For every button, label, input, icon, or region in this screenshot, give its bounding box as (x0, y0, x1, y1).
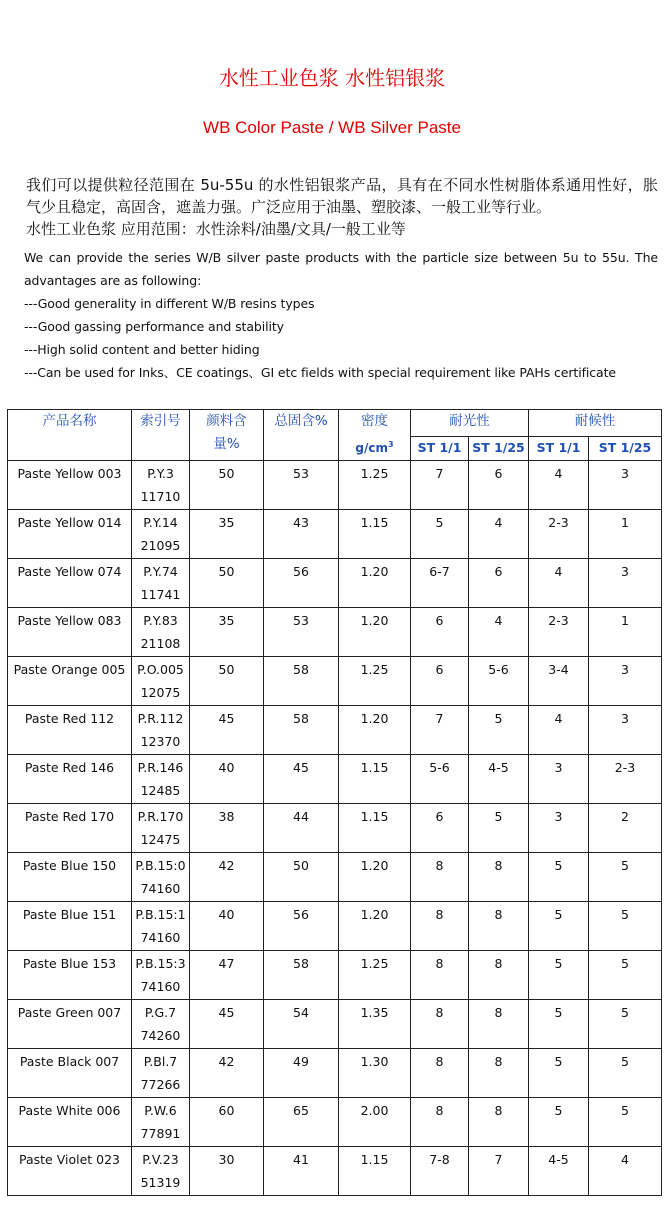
cell-total-solid: 56 (264, 902, 339, 951)
cell-weather-st-1-1: 2-3 (529, 608, 589, 657)
cell-product-name: Paste Blue 151 (8, 902, 132, 951)
cell-weather-st-1-25: 3 (589, 706, 662, 755)
cell-pigment-content: 42 (190, 853, 264, 902)
cell-weather-st-1-25: 1 (589, 608, 662, 657)
cell-index-number (132, 951, 190, 1000)
advantage-item: ---High solid content and better hiding (24, 342, 260, 357)
cell-pigment-content: 45 (190, 706, 264, 755)
cell-weather-st-1-25: 2-3 (589, 755, 662, 804)
cell-total-solid: 58 (264, 657, 339, 706)
cell-total-solid: 43 (264, 510, 339, 559)
cell-lightfast-st-1-1: 8 (411, 1049, 469, 1098)
cell-pigment-content: 47 (190, 951, 264, 1000)
table-row (8, 510, 662, 559)
cell-total-solid: 56 (264, 559, 339, 608)
table-row (8, 1000, 662, 1049)
cell-product-name: Paste Yellow 003 (8, 461, 132, 510)
cell-density: 1.20 (339, 608, 411, 657)
cell-weather-st-1-1: 3-4 (529, 657, 589, 706)
cell-product-name: Paste Violet 023 (8, 1147, 132, 1196)
advantage-item: ---Can be used for Inks、CE coatings、GI etc fields with special requirement like PAHs certificate (24, 365, 616, 380)
cell-index-number (132, 706, 190, 755)
header-lightfastness: 耐光性 (411, 410, 529, 437)
cell-index-pigment-code: P.B.15:1 (135, 907, 186, 922)
cell-index-ci-number: 11741 (140, 587, 181, 602)
cell-weather-st-1-25: 3 (589, 657, 662, 706)
cell-total-solid: 65 (264, 1098, 339, 1147)
cell-index-number (132, 755, 190, 804)
cell-density: 1.20 (339, 559, 411, 608)
cell-lightfast-st-1-25: 8 (469, 1000, 529, 1049)
cell-index-number (132, 510, 190, 559)
cell-total-solid: 50 (264, 853, 339, 902)
cell-lightfast-st-1-1: 8 (411, 853, 469, 902)
cell-lightfast-st-1-25: 4 (469, 608, 529, 657)
cell-density: 1.30 (339, 1049, 411, 1098)
cell-total-solid: 58 (264, 951, 339, 1000)
table-row (8, 706, 662, 755)
cell-weather-st-1-1: 4 (529, 461, 589, 510)
cell-lightfast-st-1-1: 5-6 (411, 755, 469, 804)
header-density-unit: $g/cm^3$ (355, 440, 394, 455)
cell-weather-st-1-25: 3 (589, 461, 662, 510)
cell-lightfast-st-1-1: 6 (411, 657, 469, 706)
header-product-name: 产品名称 (8, 410, 132, 461)
cell-pigment-content: 50 (190, 461, 264, 510)
cell-weather-st-1-1: 4-5 (529, 1147, 589, 1196)
cell-index-number (132, 461, 190, 510)
cell-density: 1.20 (339, 902, 411, 951)
cell-index-ci-number: 77266 (140, 1077, 181, 1092)
cell-pigment-content: 38 (190, 804, 264, 853)
cell-pigment-content: 50 (190, 657, 264, 706)
cell-product-name: Paste White 006 (8, 1098, 132, 1147)
cell-density: 1.15 (339, 755, 411, 804)
cell-pigment-content: 60 (190, 1098, 264, 1147)
cell-index-pigment-code: P.W.6 (144, 1103, 177, 1118)
cell-index-number (132, 1049, 190, 1098)
cell-index-pigment-code: P.V.23 (142, 1152, 179, 1167)
cell-lightfast-st-1-25: 8 (469, 1049, 529, 1098)
cell-weather-st-1-25: 5 (589, 951, 662, 1000)
cell-product-name: Paste Red 146 (8, 755, 132, 804)
table-body (8, 461, 662, 1196)
cell-density: 1.20 (339, 706, 411, 755)
cell-index-ci-number: 12370 (140, 734, 181, 749)
cell-index-number (132, 1000, 190, 1049)
product-spec-table (7, 409, 662, 1196)
table-row (8, 1098, 662, 1147)
cell-lightfast-st-1-25: 5-6 (469, 657, 529, 706)
cell-weather-st-1-1: 4 (529, 706, 589, 755)
cell-index-ci-number: 11710 (140, 489, 181, 504)
cell-product-name: Paste Blue 150 (8, 853, 132, 902)
cell-product-name: Paste Yellow 083 (8, 608, 132, 657)
cell-lightfast-st-1-25: 4 (469, 510, 529, 559)
cell-index-pigment-code: P.B.15:0 (135, 858, 186, 873)
cell-index-number (132, 804, 190, 853)
cell-lightfast-st-1-25: 8 (469, 902, 529, 951)
page-title-english: WB Color Paste / WB Silver Paste (203, 118, 461, 137)
cell-lightfast-st-1-25: 5 (469, 804, 529, 853)
table-row (8, 461, 662, 510)
intro-english (24, 246, 658, 384)
cell-index-ci-number: 74260 (140, 1028, 181, 1043)
cell-lightfast-st-1-1: 5 (411, 510, 469, 559)
cell-weather-st-1-1: 5 (529, 1049, 589, 1098)
advantage-item: ---Good gassing performance and stability (24, 319, 284, 334)
cell-index-pigment-code: P.R.112 (137, 711, 184, 726)
cell-weather-st-1-25: 2 (589, 804, 662, 853)
cell-weather-st-1-1: 5 (529, 951, 589, 1000)
intro-chinese-application: 水性工业色浆 应用范围：水性涂料/油墨/文具/一般工业等 (26, 220, 406, 238)
header-total-solid: 总固含% (264, 410, 339, 461)
cell-density: 1.25 (339, 657, 411, 706)
cell-lightfast-st-1-25: 8 (469, 951, 529, 1000)
cell-product-name: Paste Yellow 014 (8, 510, 132, 559)
cell-weather-st-1-25: 5 (589, 1049, 662, 1098)
cell-density: 1.25 (339, 461, 411, 510)
table-row (8, 853, 662, 902)
cell-density: 1.35 (339, 1000, 411, 1049)
cell-index-ci-number: 12485 (140, 783, 181, 798)
cell-index-pigment-code: P.Y.14 (143, 515, 178, 530)
cell-pigment-content: 35 (190, 510, 264, 559)
cell-lightfast-st-1-1: 8 (411, 1000, 469, 1049)
cell-weather-st-1-1: 5 (529, 1000, 589, 1049)
cell-weather-st-1-1: 5 (529, 853, 589, 902)
header-lightfast-st-1-1: ST 1/1 (411, 436, 469, 460)
table-row (8, 755, 662, 804)
header-weather-resistance: 耐候性 (529, 410, 662, 437)
cell-index-ci-number: 12475 (140, 832, 181, 847)
cell-lightfast-st-1-1: 7 (411, 461, 469, 510)
cell-pigment-content: 40 (190, 755, 264, 804)
cell-index-ci-number: 51319 (140, 1175, 181, 1190)
cell-weather-st-1-25: 5 (589, 1098, 662, 1147)
cell-index-number (132, 608, 190, 657)
cell-lightfast-st-1-1: 8 (411, 951, 469, 1000)
header-density-label: 密度 (361, 413, 388, 429)
cell-weather-st-1-25: 5 (589, 853, 662, 902)
cell-index-number (132, 559, 190, 608)
cell-index-ci-number: 77891 (140, 1126, 181, 1141)
cell-weather-st-1-1: 5 (529, 902, 589, 951)
cell-total-solid: 54 (264, 1000, 339, 1049)
cell-index-pigment-code: P.Y.83 (143, 613, 178, 628)
table-row (8, 559, 662, 608)
intro-chinese-paragraph: 我们可以提供粒径范围在 5u-55u 的水性铝银浆产品，具有在不同水性树脂体系通用性好，胀气少且稳定，高固含，遮盖力强。广泛应用于油墨、塑胶漆、一般工业等行业。 (26, 176, 658, 216)
cell-lightfast-st-1-1: 6 (411, 804, 469, 853)
table-row (8, 1049, 662, 1098)
page-title-chinese: 水性工业色浆 水性铝银浆 (218, 66, 446, 90)
cell-index-number (132, 1147, 190, 1196)
cell-index-pigment-code: P.B.15:3 (135, 956, 186, 971)
cell-index-number (132, 1098, 190, 1147)
cell-density: 1.20 (339, 853, 411, 902)
cell-lightfast-st-1-1: 8 (411, 902, 469, 951)
table-row (8, 608, 662, 657)
cell-weather-st-1-1: 4 (529, 559, 589, 608)
cell-index-number (132, 853, 190, 902)
cell-total-solid: 53 (264, 608, 339, 657)
cell-weather-st-1-1: 2-3 (529, 510, 589, 559)
cell-lightfast-st-1-25: 7 (469, 1147, 529, 1196)
cell-total-solid: 58 (264, 706, 339, 755)
cell-lightfast-st-1-25: 8 (469, 853, 529, 902)
cell-weather-st-1-25: 3 (589, 559, 662, 608)
cell-density: 2.00 (339, 1098, 411, 1147)
table-row (8, 951, 662, 1000)
cell-pigment-content: 50 (190, 559, 264, 608)
intro-english-paragraph: We can provide the series W/B silver paste products with the particle size between 5u to 55u. The advantages are as following: (24, 250, 658, 288)
table-row (8, 1147, 662, 1196)
table-row (8, 657, 662, 706)
cell-index-ci-number: 74160 (140, 881, 181, 896)
cell-index-ci-number: 74160 (140, 930, 181, 945)
cell-lightfast-st-1-1: 6 (411, 608, 469, 657)
cell-product-name: Paste Yellow 074 (8, 559, 132, 608)
cell-density: 1.15 (339, 804, 411, 853)
cell-total-solid: 45 (264, 755, 339, 804)
cell-index-number (132, 657, 190, 706)
header-pigment-line1: 颜料含 (206, 413, 247, 429)
cell-index-pigment-code: P.G.7 (144, 1005, 177, 1020)
header-weather-st-1-1: ST 1/1 (529, 436, 589, 460)
table-row (8, 902, 662, 951)
cell-product-name: Paste Orange 005 (8, 657, 132, 706)
cell-density: 1.15 (339, 1147, 411, 1196)
cell-index-pigment-code: P.Y.74 (143, 564, 178, 579)
cell-lightfast-st-1-25: 4-5 (469, 755, 529, 804)
cell-index-number (132, 902, 190, 951)
cell-product-name: Paste Black 007 (8, 1049, 132, 1098)
cell-index-ci-number: 12075 (140, 685, 181, 700)
header-pigment-line2: 量% (213, 436, 240, 452)
cell-weather-st-1-25: 4 (589, 1147, 662, 1196)
cell-lightfast-st-1-1: 6-7 (411, 559, 469, 608)
cell-product-name: Paste Blue 153 (8, 951, 132, 1000)
cell-weather-st-1-1: 3 (529, 755, 589, 804)
cell-index-ci-number: 21095 (140, 538, 181, 553)
table-header (8, 410, 662, 461)
cell-weather-st-1-1: 3 (529, 804, 589, 853)
cell-product-name: Paste Green 007 (8, 1000, 132, 1049)
cell-product-name: Paste Red 112 (8, 706, 132, 755)
header-lightfast-st-1-25: ST 1/25 (469, 436, 529, 460)
cell-index-pigment-code: P.R.170 (137, 809, 184, 824)
cell-index-pigment-code: P.Bl.7 (143, 1054, 178, 1069)
cell-total-solid: 44 (264, 804, 339, 853)
cell-lightfast-st-1-25: 6 (469, 461, 529, 510)
cell-index-pigment-code: P.Y.3 (147, 466, 174, 481)
cell-lightfast-st-1-25: 6 (469, 559, 529, 608)
cell-weather-st-1-1: 5 (529, 1098, 589, 1147)
intro-chinese (26, 174, 658, 240)
header-pigment-content (190, 410, 264, 461)
advantage-item: ---Good generality in different W/B resins types (24, 296, 315, 311)
cell-density: 1.25 (339, 951, 411, 1000)
cell-product-name: Paste Red 170 (8, 804, 132, 853)
cell-weather-st-1-25: 1 (589, 510, 662, 559)
cell-density: 1.15 (339, 510, 411, 559)
cell-pigment-content: 42 (190, 1049, 264, 1098)
cell-lightfast-st-1-1: 8 (411, 1098, 469, 1147)
cell-total-solid: 41 (264, 1147, 339, 1196)
header-weather-st-1-25: ST 1/25 (589, 436, 662, 460)
cell-weather-st-1-25: 5 (589, 1000, 662, 1049)
header-density (339, 410, 411, 461)
cell-pigment-content: 35 (190, 608, 264, 657)
cell-lightfast-st-1-1: 7-8 (411, 1147, 469, 1196)
cell-total-solid: 49 (264, 1049, 339, 1098)
cell-index-pigment-code: P.O.005 (137, 662, 184, 677)
cell-pigment-content: 30 (190, 1147, 264, 1196)
cell-weather-st-1-25: 5 (589, 902, 662, 951)
cell-index-ci-number: 21108 (140, 636, 181, 651)
cell-pigment-content: 45 (190, 1000, 264, 1049)
cell-index-pigment-code: P.R.146 (137, 760, 184, 775)
cell-lightfast-st-1-25: 8 (469, 1098, 529, 1147)
table-row (8, 804, 662, 853)
cell-total-solid: 53 (264, 461, 339, 510)
cell-lightfast-st-1-1: 7 (411, 706, 469, 755)
header-index-number: 索引号 (132, 410, 190, 461)
cell-lightfast-st-1-25: 5 (469, 706, 529, 755)
cell-index-ci-number: 74160 (140, 979, 181, 994)
cell-pigment-content: 40 (190, 902, 264, 951)
